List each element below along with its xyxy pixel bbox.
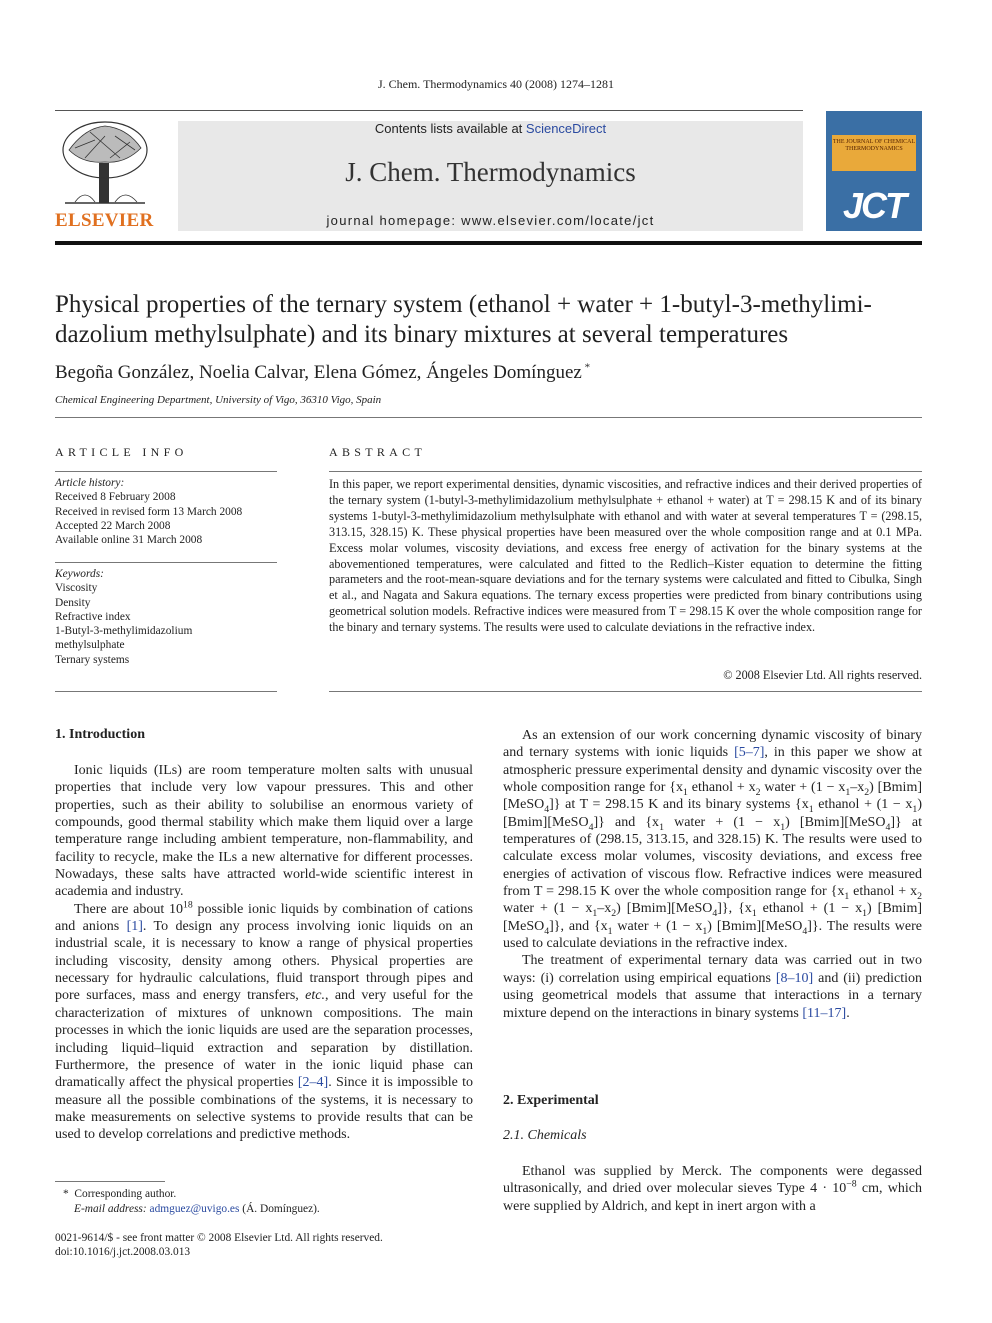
text-run: ) [Bmim][MeSO [503, 797, 922, 830]
journal-cover-image [826, 111, 922, 231]
history-label: Article history: [55, 477, 125, 489]
intro-paragraph-1: Ionic liquids (ILs) are room temperature molten salts with unusual properties that include very low vapour pressures. This and other properties, such as their ability to solubilise an enormous variety of compounds, good thermal stability which make them liquid over a large temperature range including ambient temperature, non-flammability, and facility to recycle, make the ILs a new alternative for different processes. Nowadays, these salts have attracted world-wide scientific interest in academia and industry. [55, 763, 473, 900]
text-run: . Since it is impossible to measure all the possible combinations of the systems, it is necessary to make measurements on selective systems to provide results that can be used to develop correlations and predictive methods. [55, 1075, 474, 1143]
footnote-corresponding [63, 1187, 473, 1202]
text-run: water + (1 − x [503, 901, 593, 917]
text-run: As an extension of our work concerning dynamic viscosity of binary and ternary systems with ionic liquids [503, 728, 922, 761]
text-run: ethanol + x [687, 780, 756, 796]
keyword: Viscosity [55, 582, 98, 595]
contents-line [178, 121, 803, 136]
corresponding-author-mark[interactable]: * [584, 361, 591, 374]
history-item: Accepted 22 March 2008 [55, 519, 171, 532]
right-column-body [503, 727, 922, 1022]
text-run: ) [Bmim][MeSO [503, 901, 922, 934]
text-run: . [846, 1005, 850, 1021]
cover-abbrev: JCT [842, 185, 905, 226]
article-history [55, 476, 277, 547]
reference-link[interactable]: [1] [126, 919, 143, 935]
keyword: Refractive index [55, 610, 131, 623]
journal-citation: J. Chem. Thermodynamics 40 (2008) 1274–1281 [377, 77, 615, 91]
abstract-heading: ABSTRACT [329, 445, 427, 459]
text-run: ]}, {x [717, 901, 752, 917]
sciencedirect-link[interactable]: ScienceDirect [525, 121, 607, 136]
text-run: ethanol + (1 − x [813, 797, 913, 813]
footnote-email [63, 1202, 473, 1217]
text-run: possible ionic liquids by combination of cations and anions [55, 901, 473, 935]
keyword: 1-Butyl-3-methylimidazolium [55, 625, 193, 638]
keywords [55, 567, 277, 667]
journal-name: J. Chem. Thermodynamics [345, 157, 636, 187]
section-experimental-heading: 2. Experimental [503, 1093, 599, 1108]
header-thick-rule [55, 241, 922, 245]
text-run: etc. [305, 988, 325, 1004]
text-run: water + (1 − x [663, 814, 781, 830]
text-run: ]} at T = 298.15 K and its binary systems {x [549, 797, 809, 813]
abstract-text: In this paper, we report experimental densities, dynamic viscosities, and refractive indices and their derived properties of the ternary system (1-butyl-3-methylimidazolium methylsulphate + ethanol + water) at T = 298.15 K and of its binary systems 1-butyl-3-methylimidazolium methylsulphate with ethanol and with water at several temperatures T = (298.15, 313.15, 328.15) K. These physical properties have been measured over the whole composition range and at 0.1 MPa. Excess molar volumes, viscosity deviations, and excess free energy of activation for the binary systems at the abovementioned temperatures, were calculated and fitted to the Redlich–Kister equation to determine the fitting parameters and the root-mean-square deviations and for the ternary systems were calculated and fitted to Cibulka, Singh et al., and Nagata and Sakura equations. The ternary excess properties were predicted from binary contributions using geometrical solution models. Refractive indices were measured from T = 298.15 K over the whole composition range for the binary and ternary systems. The results were used to calculate deviations in the refractive index. [329, 477, 922, 635]
title-rule [55, 417, 922, 418]
text-run: ) [Bmim][MeSO [707, 918, 803, 934]
authors-text: Begoña González, Noelia Calvar, Elena Gómez, Ángeles Domínguez [55, 362, 582, 383]
footnote-mark: * [63, 1188, 69, 1200]
text-run: –x [597, 901, 612, 917]
text-run: ]} at temperatures of (298.15, 313.15, and 328.15) K. The results were used to calculate excess molar volumes, viscosity deviations, and excess free energies of activation of viscous flow. Refractive indices were measured from T = 298.15 K over the whole composition range for {x [503, 814, 922, 900]
elsevier-wordmark: ELSEVIER [55, 210, 154, 231]
email-label: E-mail address: [74, 1202, 147, 1215]
keyword: Ternary systems [55, 653, 130, 666]
keywords-rule [55, 562, 277, 563]
chemicals-paragraph [503, 1163, 922, 1215]
footer-issn: 0021-9614/$ - see front matter © 2008 Elsevier Ltd. All rights reserved. [55, 1232, 383, 1244]
text-run: ) [Bmim][MeSO [503, 780, 922, 813]
affiliation: Chemical Engineering Department, University of Vigo, 36310 Vigo, Spain [55, 394, 382, 406]
footnote-rule [55, 1181, 165, 1182]
superscript: −8 [846, 1178, 857, 1190]
keyword: Density [55, 596, 91, 609]
intro-paragraph-3: As an extension of our work concerning dynamic viscosity of binary and ternary systems with ionic liquids [5–7], in this paper we show at atmospheric pressure experimental density and dynamic viscosity over the whole composition range for {$x_1$ ethanol + $x_2$ water + $(1 - x_1-x_2)$ [Bmim][MeSO$_4$]} at T = 298.15 K and its binary systems {$x_1$ ethanol + $(1 - x_1)$ [Bmim][MeSO$_4$]} and {$x_1$ water + $(1 - x_1)$ [Bmim][MeSO$_4$]} at temperatures of (298.15, 313.15, and 328.15) K. The results were used to calculate excess molar volumes, viscosity deviations, and excess free energies of activation of viscous flow. Refractive indices were measured from T = 298.15 K over the whole composition range for {$x_1$ ethanol + $x_2$ water + $(1 - x_1-x_2)$ [Bmim][MeSO$_4$]}, {$x_1$ ethanol + $(1 - x_1)$ [Bmim][MeSO$_4$]}, and {$x_1$ water + $(1 - x_1)$ [Bmim][MeSO$_4$]}. The results were used to calculate deviations in the refractive index. [503, 728, 922, 952]
intro-paragraph-4 [503, 952, 922, 1021]
text-run: ) [Bmim][MeSO [785, 814, 886, 830]
text-run: The treatment of experimental ternary data was carried out in two ways: (i) correlation using empirical equations [503, 953, 922, 986]
email-owner: (Á. Domínguez). [242, 1202, 320, 1215]
text-run: cm, which were supplied by Aldrich, and kept in inert argon with a [503, 1181, 922, 1214]
text-run: ethanol + (1 − x [756, 901, 863, 917]
text-run: ]}. The results were used to calculate deviations in the refractive index. [503, 918, 922, 952]
article-info-rule [55, 471, 277, 472]
text-run: , and very useful for the characterization of mixtures of unknown compositions. The main processes in which the ionic liquids are used are the separation processes, including liquid–liquid extraction and separation by distillation. Furthermore, the presence of water in the ionic liquid phase can dramatically affect the physical properties [55, 988, 473, 1091]
text-run: , in this paper we show at atmospheric pressure experimental density and dynamic viscosity over the whole composition range for {x [503, 745, 922, 796]
contents-prefix: Contents lists available at [374, 121, 526, 136]
article-title: Physical properties of the ternary system (ethanol + water + 1-butyl-3-methylimi-dazolium methylsulphate) and its binary mixtures at several temperatures [55, 291, 872, 348]
keywords-label: Keywords: [55, 568, 104, 580]
introduction-body [55, 762, 473, 1144]
footnote [63, 1187, 473, 1216]
reference-link[interactable]: [8–10] [775, 970, 814, 986]
text-run: ethanol + x [849, 884, 918, 900]
reference-link[interactable]: [11–17] [802, 1005, 847, 1021]
header-rule [55, 110, 803, 111]
reference-link[interactable]: [2–4] [297, 1075, 329, 1091]
reference-link[interactable]: [5–7] [734, 745, 765, 761]
intro-paragraph-2 [55, 901, 473, 1144]
history-item: Received in revised form 13 March 2008 [55, 505, 243, 518]
journal-homepage[interactable]: journal homepage: www.elsevier.com/locate/jct [326, 213, 655, 228]
chemicals-body [503, 1163, 922, 1215]
article-info-heading: ARTICLE INFO [55, 445, 188, 459]
email-link[interactable]: admguez@uvigo.es [149, 1202, 240, 1215]
footer-doi[interactable]: doi:10.1016/j.jct.2008.03.013 [55, 1246, 191, 1259]
abstract-rule [329, 471, 922, 472]
history-item: Received 8 February 2008 [55, 491, 176, 504]
superscript: 18 [182, 899, 193, 911]
cover-title: THE JOURNAL OF CHEMICAL THERMODYNAMICS [832, 139, 916, 152]
section-introduction-heading: 1. Introduction [55, 727, 145, 742]
author-list [55, 362, 590, 384]
abstract-bottom-rule [329, 691, 922, 692]
text-run: There are about 10 [74, 901, 183, 917]
subsection-chemicals-heading: 2.1. Chemicals [503, 1128, 587, 1143]
abstract-copyright: © 2008 Elsevier Ltd. All rights reserved. [723, 668, 922, 682]
article-info-bottom-rule [55, 691, 277, 692]
text-run: –x [850, 780, 865, 796]
article-footer [55, 1231, 473, 1260]
text-run: ]} and {x [593, 814, 660, 830]
text-run: water + (1 − x [760, 780, 846, 796]
footnote-text: Corresponding author. [74, 1188, 177, 1200]
text-run: Ethanol was supplied by Merck. The components were degassed ultrasonically, and dried over molecular sieves Type 4 · 10 [503, 1164, 922, 1197]
text-run: ]}, and {x [549, 918, 608, 934]
text-run: . To design any process involving ionic liquids on an industrial scale, it is necessary to know a range of physical properties including viscosity, density among others. Physical properties are necessary for hydraulic calculations, fluid transport through pipes and pore surfaces, mass and energy transfers, [55, 919, 473, 1004]
text-run: water + (1 − x [612, 918, 703, 934]
history-item: Available online 31 March 2008 [55, 534, 203, 547]
text-run: and (ii) prediction using geometrical models that assume that interactions in a ternary mixture depend on the interactions in binary systems [503, 970, 923, 1021]
text-run: ) [Bmim][MeSO [616, 901, 713, 917]
keyword: methylsulphate [55, 639, 125, 652]
